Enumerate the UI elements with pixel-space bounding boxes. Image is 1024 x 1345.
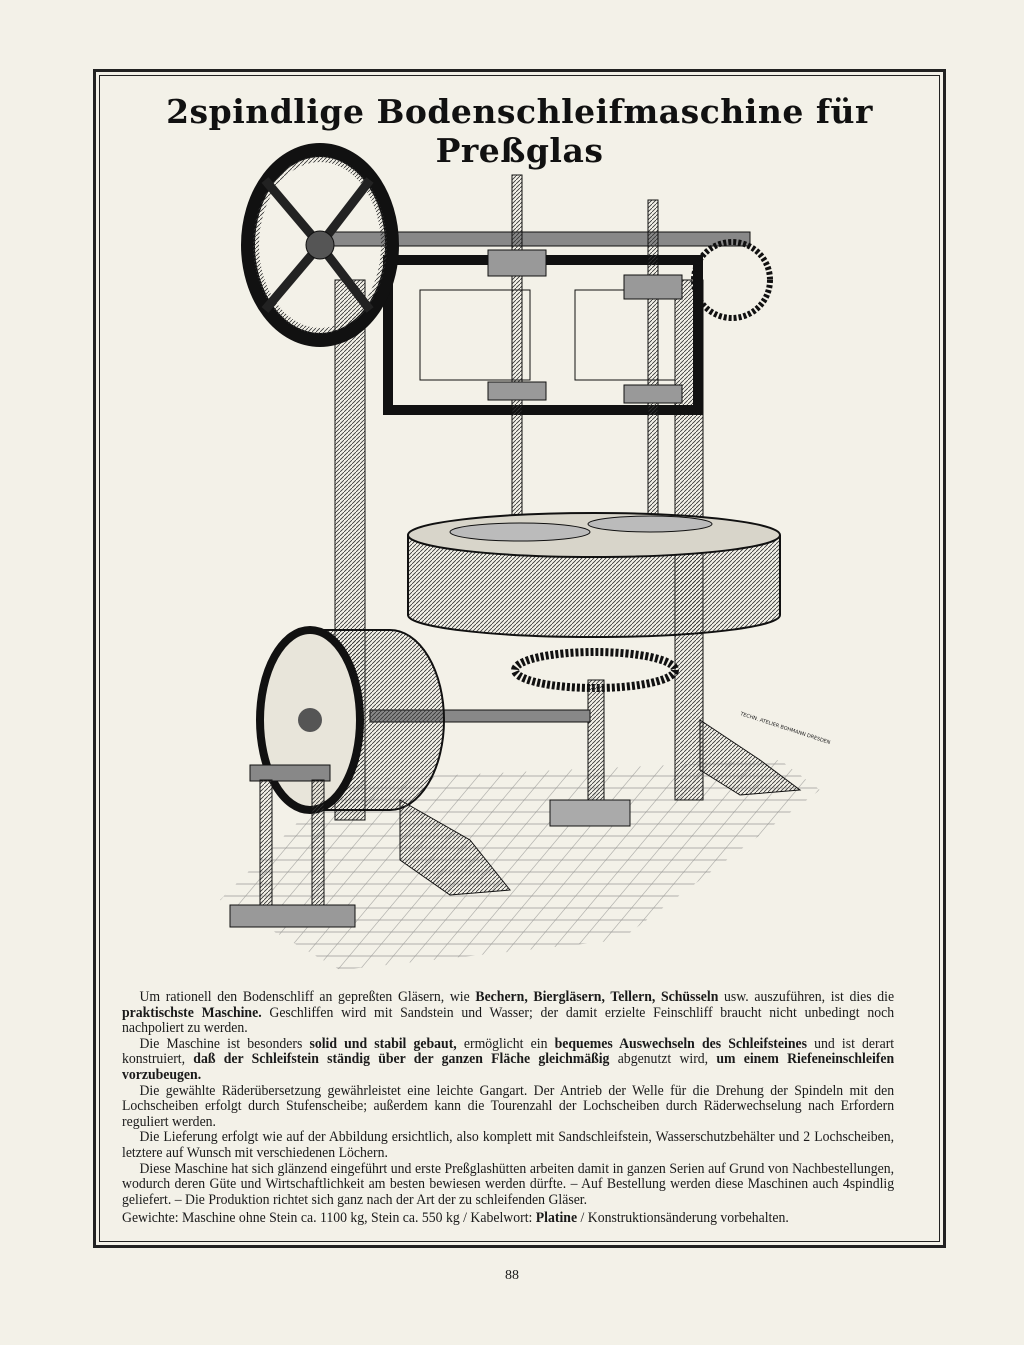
emphasized-text: um einem Riefeneinschleifen vorzubeugen. [122, 1051, 895, 1083]
description-paragraph [122, 1037, 894, 1084]
spindle-right [648, 200, 658, 530]
text-run: Um rationell den Bodenschliff an gepreßten Gläsern, wie [139, 989, 476, 1005]
text-run: Die gewählte Räderübersetzung gewährleistet eine leichte Gangart. Der Antrieb der Welle für die Drehung der Spindeln mit den Lochscheiben erfolgt durch Stufenscheibe; außerdem kann die Tourenzahl der Lochscheiben durch Räderwechselung nach Erfordern reguliert werden. [122, 1082, 895, 1130]
machine-illustration [220, 140, 831, 980]
text-run: und ist derart konstruiert, [122, 1035, 895, 1068]
emphasized-text: Platine [535, 1210, 578, 1227]
top-shaft [310, 232, 750, 246]
grinding-basin [408, 513, 780, 637]
gear-wheel-right [694, 242, 770, 318]
text-run: Geschliffen wird mit Sandstein und Wasser; der damit erzielte Feinschliff braucht nicht unbedingt noch nachpoliert zu werden. [122, 1004, 895, 1037]
emphasized-text: bequemes Auswechseln des Schleifsteines [554, 1035, 807, 1052]
engraver-mark: TECHN. ATELIER BOHMANN DRESDEN [739, 711, 831, 747]
text-run: Diese Maschine hat sich glänzend eingeführt und erste Preßglashütten arbeiten damit in ganzen Serien auf Grund von Nachbestellungen, wodurch deren Güte und Wirtschaftlichkeit am besten bewiesen werden dürfte. – Auf Bestellung werden diese Maschinen auch 4spindlig geliefert. – Die Produktion richtet sich ganz nach der Art der zu schleifenden Gläser. [122, 1160, 895, 1208]
weights-and-cable-word-line [122, 1211, 894, 1227]
description-paragraph [122, 990, 894, 1037]
text-run: Die Maschine ist besonders [139, 1035, 310, 1052]
text-run: / Konstruktionsänderung vorbehalten. [577, 1210, 789, 1227]
description-paragraph [122, 1084, 894, 1131]
page-title: 2spindlige Bodenschleifmaschine für Preßglas [166, 92, 873, 170]
step-pulley [260, 630, 444, 810]
emphasized-text: Bechern, Biergläsern, Tellern, Schüsseln [475, 989, 719, 1005]
emphasized-text: daß der Schleifstein ständig über der ganzen Fläche gleichmäßig [193, 1051, 610, 1068]
page-number: 88 [505, 1268, 519, 1283]
emphasized-text: solid und stabil gebaut, [309, 1035, 457, 1052]
description-paragraph [122, 1162, 894, 1209]
text-run: usw. auszuführen, ist dies die [718, 989, 895, 1005]
text-run: ermöglicht ein [456, 1035, 555, 1052]
text-run: Die Lieferung erfolgt wie auf der Abbildung ersichtlich, also komplett mit Sandschleifstein, Wasserschutzbehälter und 2 Lochscheiben, letztere auf Wunsch mit verschiedenen Löchern. [122, 1129, 895, 1161]
description-paragraph [122, 1130, 894, 1161]
emphasized-text: praktischste Maschine. [122, 1004, 262, 1021]
spindle-left [512, 175, 522, 535]
description-text [122, 990, 894, 1227]
text-run: Gewichte: Maschine ohne Stein ca. 1100 kg, Stein ca. 550 kg / Kabelwort: [122, 1210, 536, 1227]
bearing-stand [250, 765, 330, 781]
text-run: abgenutzt wird, [609, 1051, 717, 1068]
